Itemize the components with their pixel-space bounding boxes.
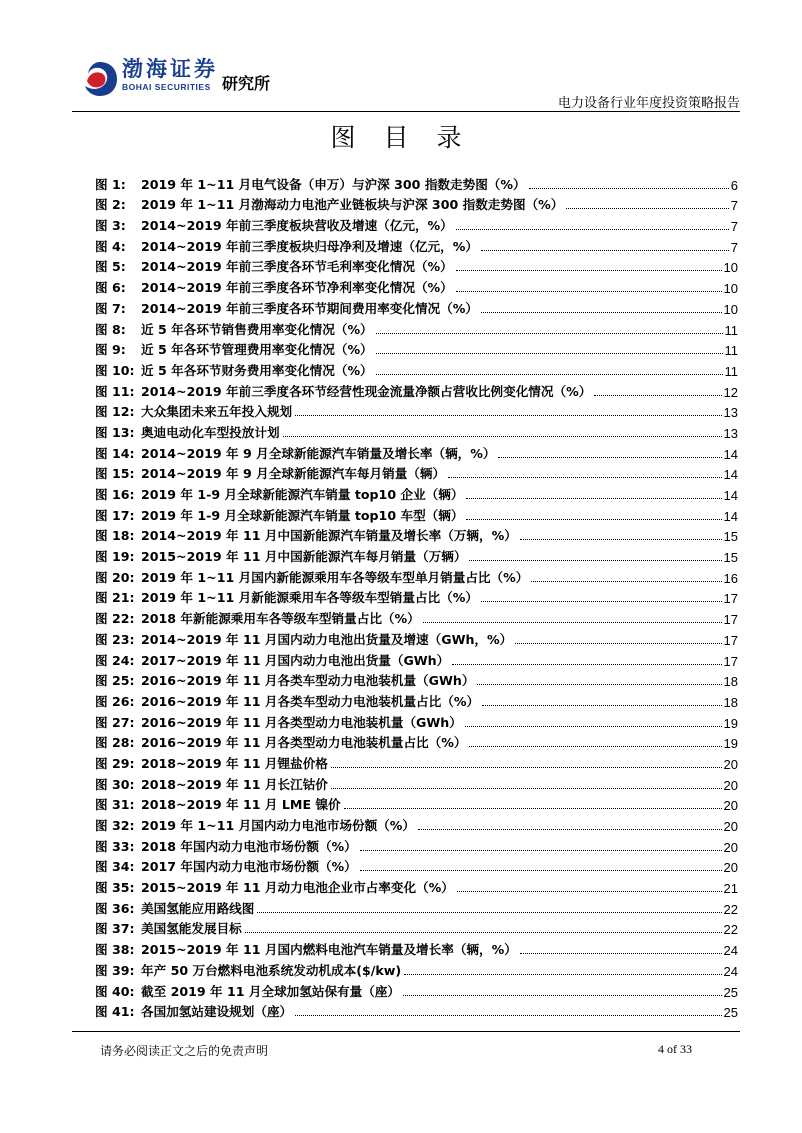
toc-entry-label: 图 15: [95, 466, 135, 482]
toc-entry-page: 6 [730, 177, 738, 193]
toc-entry-title: 2015~2019 年 11 月中国新能源汽车每月销量（万辆） [141, 549, 467, 565]
toc-entry-title: 2018 年新能源乘用车各等级车型销量占比（%） [141, 611, 420, 627]
toc-entry-page: 20 [723, 798, 738, 814]
toc-entry-page: 11 [724, 363, 738, 379]
toc-entry[interactable] [95, 400, 738, 421]
toc-dot-leader [498, 457, 721, 458]
toc-entry-label: 图 30: [95, 776, 135, 792]
toc-entry-title: 2019 年 1~11 月新能源乘用车各等级车型销量占比（%） [141, 590, 478, 606]
toc-entry[interactable] [95, 441, 738, 462]
brand-name-en: BOHAI SECURITIES [122, 82, 211, 92]
toc-dot-leader [456, 229, 729, 230]
toc-entry-title: 2014~2019 年 9 月全球新能源汽车每月销量（辆） [141, 466, 446, 482]
toc-entry-label: 图 10: [95, 362, 135, 378]
toc-entry[interactable] [95, 772, 738, 793]
figure-table-of-contents [95, 172, 738, 1020]
toc-entry[interactable] [95, 213, 738, 234]
brand-block [122, 57, 218, 92]
toc-entry-title: 2019 年 1~11 月电气设备（申万）与沪深 300 指数走势图（%） [141, 176, 526, 192]
toc-dot-leader [360, 850, 722, 851]
toc-dot-leader [423, 622, 722, 623]
toc-dot-leader [469, 560, 721, 561]
toc-entry[interactable] [95, 172, 738, 193]
toc-dot-leader [469, 746, 721, 747]
toc-entry-title: 2017~2019 年 11 月国内动力电池出货量（GWh） [141, 652, 450, 668]
footer-divider [72, 1031, 740, 1032]
toc-entry-page: 10 [723, 281, 738, 297]
toc-dot-leader [594, 395, 721, 396]
toc-entry-page: 17 [723, 612, 738, 628]
toc-dot-leader [283, 436, 722, 437]
toc-dot-leader [331, 788, 722, 789]
toc-entry-label: 图 35: [95, 880, 135, 896]
toc-entry-title: 2015~2019 年 11 月国内燃料电池汽车销量及增长率（辆，%） [141, 942, 517, 958]
toc-dot-leader [456, 270, 722, 271]
toc-entry-title: 2019 年 1~11 月渤海动力电池产业链板块与沪深 300 指数走势图（%） [141, 197, 564, 213]
toc-entry-page: 7 [730, 219, 738, 235]
toc-dot-leader [466, 498, 721, 499]
toc-entry-title: 2014~2019 年 11 月国内动力电池出货量及增速（GWh，%） [141, 631, 513, 647]
toc-entry-title: 近 5 年各环节销售费用率变化情况（%） [141, 321, 373, 337]
toc-entry[interactable] [95, 896, 738, 917]
toc-entry-title: 年产 50 万台燃料电池系统发动机成本($/kw) [141, 962, 402, 978]
toc-dot-leader [457, 891, 722, 892]
toc-entry[interactable] [95, 544, 738, 565]
toc-entry-title: 2018~2019 年 11 月 LME 镍价 [141, 797, 341, 813]
toc-entry-label: 图 14: [95, 445, 135, 461]
toc-entry-page: 13 [723, 425, 738, 441]
toc-entry-page: 19 [723, 736, 738, 752]
toc-entry[interactable] [95, 669, 738, 690]
toc-dot-leader [418, 829, 722, 830]
toc-entry-label: 图 22: [95, 611, 135, 627]
toc-entry-page: 14 [723, 467, 738, 483]
toc-dot-leader [482, 705, 721, 706]
page-header [72, 55, 740, 111]
toc-entry[interactable] [95, 627, 738, 648]
toc-entry-page: 11 [724, 322, 738, 338]
toc-entry-label: 图 26: [95, 693, 135, 709]
toc-entry-label: 图 31: [95, 797, 135, 813]
toc-entry-label: 图 5: [95, 259, 126, 275]
toc-entry-title: 2018~2019 年 11 月锂盐价格 [141, 755, 328, 771]
toc-entry-label: 图 4: [95, 238, 126, 254]
toc-dot-leader [331, 767, 722, 768]
toc-entry-title: 2016~2019 年 11 月各类型动力电池装机量（GWh） [141, 714, 462, 730]
toc-entry-label: 图 13: [95, 424, 135, 440]
header-divider [72, 111, 740, 112]
toc-dot-leader [520, 539, 722, 540]
toc-entry-page: 10 [723, 260, 738, 276]
toc-entry-page: 17 [723, 591, 738, 607]
toc-entry-page: 22 [723, 901, 738, 917]
toc-entry-page: 20 [723, 777, 738, 793]
toc-entry-page: 22 [723, 922, 738, 938]
toc-entry-title: 美国氢能发展目标 [141, 921, 242, 937]
toc-dot-leader [344, 808, 722, 809]
toc-dot-leader [465, 726, 722, 727]
toc-entry-page: 14 [723, 488, 738, 503]
toc-entry-title: 2016~2019 年 11 月各类车型动力电池装机量（GWh） [141, 673, 475, 689]
toc-entry-title: 2014~2019 年前三季度各环节经营性现金流量净额占营收比例变化情况（%） [141, 383, 592, 399]
toc-entry-page: 19 [723, 715, 738, 731]
toc-entry-title: 美国氢能应用路线图 [141, 900, 255, 916]
toc-entry-label: 图 28: [95, 735, 135, 751]
toc-entry[interactable] [95, 834, 738, 855]
toc-entry[interactable] [95, 875, 738, 896]
toc-entry-title: 2014~2019 年前三季度板块归母净利及增速（亿元，%） [141, 238, 478, 254]
toc-entry-page: 20 [723, 756, 738, 772]
toc-entry[interactable] [95, 586, 738, 607]
toc-dot-leader [466, 519, 721, 520]
toc-dot-leader [477, 684, 721, 685]
toc-dot-leader [531, 581, 721, 582]
toc-entry[interactable] [95, 813, 738, 834]
toc-entry[interactable] [95, 379, 738, 400]
toc-entry-page: 25 [723, 1005, 738, 1021]
toc-entry-title: 大众集团未来五年投入规划 [141, 404, 293, 420]
toc-entry-label: 图 25: [95, 673, 135, 689]
toc-entry-label: 图 36: [95, 900, 135, 916]
toc-entry-title: 2018~2019 年 11 月长江钴价 [141, 776, 328, 792]
toc-dot-leader [520, 953, 722, 954]
footer-disclaimer: 请务必阅读正文之后的免责声明 [100, 1044, 269, 1058]
toc-entry-label: 图 3: [95, 218, 126, 234]
toc-dot-leader [481, 250, 729, 251]
toc-entry-title: 2019 年 1-9 月全球新能源汽车销量 top10 企业（辆） [141, 487, 464, 502]
toc-entry-title: 截至 2019 年 11 月全球加氢站保有量（座） [141, 983, 401, 999]
toc-entry-label: 图 8: [95, 321, 126, 337]
toc-entry[interactable] [95, 358, 738, 379]
toc-dot-leader [257, 912, 721, 913]
toc-entry[interactable] [95, 234, 738, 255]
toc-entry[interactable] [95, 689, 738, 710]
toc-entry-page: 17 [723, 632, 738, 648]
toc-entry-page: 18 [723, 694, 738, 710]
toc-entry-page: 18 [723, 674, 738, 690]
toc-entry-page: 13 [723, 405, 738, 421]
toc-entry[interactable] [95, 937, 738, 958]
toc-entry-page: 14 [723, 446, 738, 462]
toc-entry[interactable] [95, 917, 738, 938]
toc-dot-leader [376, 333, 723, 334]
toc-dot-leader [376, 353, 723, 354]
toc-entry-title: 2018 年国内动力电池市场份额（%） [141, 838, 357, 854]
toc-dot-leader [295, 1015, 721, 1016]
toc-entry-label: 图 12: [95, 404, 135, 420]
toc-dot-leader [452, 664, 721, 665]
toc-entry[interactable] [95, 503, 738, 524]
toc-entry-label: 图 17: [95, 507, 135, 523]
toc-dot-leader [515, 643, 721, 644]
toc-entry[interactable] [95, 793, 738, 814]
toc-entry-label: 图 7: [95, 300, 126, 316]
toc-entry-label: 图 41: [95, 1004, 135, 1020]
toc-entry-title: 2014~2019 年前三季度各环节期间费用率变化情况（%） [141, 300, 478, 316]
toc-entry-page: 15 [723, 550, 738, 566]
toc-entry-page: 20 [723, 819, 738, 834]
toc-dot-leader [376, 374, 723, 375]
toc-entry-title: 2019 年 1-9 月全球新能源汽车销量 top10 车型（辆） [141, 507, 464, 523]
toc-entry[interactable] [95, 958, 738, 979]
toc-entry-page: 24 [723, 943, 738, 959]
toc-entry-label: 图 6: [95, 280, 126, 296]
toc-dot-leader [295, 415, 721, 416]
toc-entry-label: 图 32: [95, 818, 135, 833]
toc-dot-leader [404, 974, 721, 975]
toc-entry-label: 图 23: [95, 631, 135, 647]
toc-entry-page: 15 [723, 529, 738, 545]
toc-entry-page: 11 [724, 343, 738, 359]
toc-entry-title: 2014~2019 年 11 月中国新能源汽车销量及增长率（万辆，%） [141, 528, 517, 544]
toc-entry[interactable] [95, 420, 738, 441]
toc-entry[interactable] [95, 317, 738, 338]
toc-entry-page: 7 [730, 198, 738, 214]
department-name: 研究所 [222, 74, 271, 93]
toc-entry[interactable] [95, 275, 738, 296]
toc-entry-label: 图 34: [95, 859, 135, 875]
toc-entry[interactable] [95, 524, 738, 545]
toc-entry-title: 2017 年国内动力电池市场份额（%） [141, 859, 357, 875]
toc-entry-title: 2014~2019 年前三季度各环节净利率变化情况（%） [141, 280, 453, 296]
toc-entry-label: 图 11: [95, 383, 135, 399]
toc-dot-leader [403, 995, 722, 996]
toc-entry-title: 近 5 年各环节管理费用率变化情况（%） [141, 342, 373, 358]
toc-entry[interactable] [95, 296, 738, 317]
toc-entry-label: 图 19: [95, 549, 135, 565]
toc-dot-leader [360, 870, 722, 871]
footer-page-number: 4 of 33 [658, 1042, 692, 1056]
toc-entry-label: 图 37: [95, 921, 135, 937]
toc-entry-label: 图 20: [95, 569, 135, 585]
toc-entry-page: 20 [723, 860, 738, 876]
toc-entry-title: 2014~2019 年前三季度各环节毛利率变化情况（%） [141, 259, 453, 275]
toc-entry-label: 图 18: [95, 528, 135, 544]
toc-entry[interactable] [95, 855, 738, 876]
toc-entry[interactable] [95, 338, 738, 359]
toc-entry[interactable] [95, 710, 738, 731]
toc-entry[interactable] [95, 482, 738, 503]
toc-entry-page: 16 [723, 570, 738, 586]
toc-entry-page: 20 [723, 839, 738, 855]
toc-entry[interactable] [95, 979, 738, 1000]
toc-entry-page: 17 [723, 653, 738, 669]
toc-entry-page: 21 [723, 881, 738, 897]
toc-entry-title: 2019 年 1~11 月国内动力电池市场份额（%） [141, 818, 415, 833]
toc-entry-label: 图 38: [95, 942, 135, 958]
toc-entry-label: 图 21: [95, 590, 135, 606]
toc-entry-title: 奥迪电动化车型投放计划 [141, 424, 280, 440]
toc-entry-label: 图 40: [95, 983, 135, 999]
toc-entry-label: 图 1: [95, 176, 126, 192]
toc-entry[interactable] [95, 255, 738, 276]
toc-dot-leader [481, 312, 722, 313]
toc-entry-label: 图 16: [95, 487, 135, 502]
toc-entry[interactable] [95, 565, 738, 586]
toc-entry-label: 图 9: [95, 342, 126, 358]
toc-entry-title: 2014~2019 年前三季度板块营收及增速（亿元，%） [141, 218, 453, 234]
toc-entry-label: 图 33: [95, 838, 135, 854]
toc-entry-label: 图 29: [95, 755, 135, 771]
toc-entry-label: 图 39: [95, 962, 135, 978]
toc-dot-leader [456, 291, 722, 292]
toc-entry-title: 2019 年 1~11 月国内新能源乘用车各等级车型单月销量占比（%） [141, 569, 529, 585]
toc-entry-label: 图 2: [95, 197, 126, 213]
toc-entry[interactable] [95, 648, 738, 669]
toc-entry-title: 2016~2019 年 11 月各类车型动力电池装机量占比（%） [141, 693, 480, 709]
report-title: 电力设备行业年度投资策略报告 [557, 96, 740, 111]
toc-entry[interactable] [95, 606, 738, 627]
toc-entry-title: 各国加氢站建设规划（座） [141, 1004, 293, 1020]
bohai-logo-icon [80, 59, 120, 99]
toc-entry-title: 2014~2019 年 9 月全球新能源汽车销量及增长率（辆，%） [141, 445, 496, 461]
toc-entry-label: 图 24: [95, 652, 135, 668]
toc-entry[interactable] [95, 193, 738, 214]
toc-entry-page: 10 [723, 301, 738, 317]
toc-entry[interactable] [95, 731, 738, 752]
toc-dot-leader [448, 477, 721, 478]
toc-entry-page: 24 [723, 963, 738, 979]
toc-entry-title: 2016~2019 年 11 月各类型动力电池装机量占比（%） [141, 735, 467, 751]
toc-dot-leader [481, 601, 722, 602]
toc-dot-leader [529, 188, 729, 189]
toc-entry[interactable] [95, 462, 738, 483]
toc-entry-page: 7 [730, 239, 738, 255]
toc-entry-title: 近 5 年各环节财务费用率变化情况（%） [141, 362, 373, 378]
toc-entry-page: 25 [723, 984, 738, 1000]
toc-entry-page: 12 [723, 384, 738, 400]
toc-entry-title: 2015~2019 年 11 月动力电池企业市占率变化（%） [141, 880, 454, 896]
toc-entry[interactable] [95, 1000, 738, 1021]
toc-entry-page: 14 [723, 508, 738, 524]
toc-entry-label: 图 27: [95, 714, 135, 730]
toc-dot-leader [245, 932, 722, 933]
page-title: 图 目 录 [330, 123, 472, 152]
brand-name-cn: 渤海证券 [122, 57, 218, 81]
toc-entry[interactable] [95, 751, 738, 772]
toc-dot-leader [566, 208, 728, 209]
